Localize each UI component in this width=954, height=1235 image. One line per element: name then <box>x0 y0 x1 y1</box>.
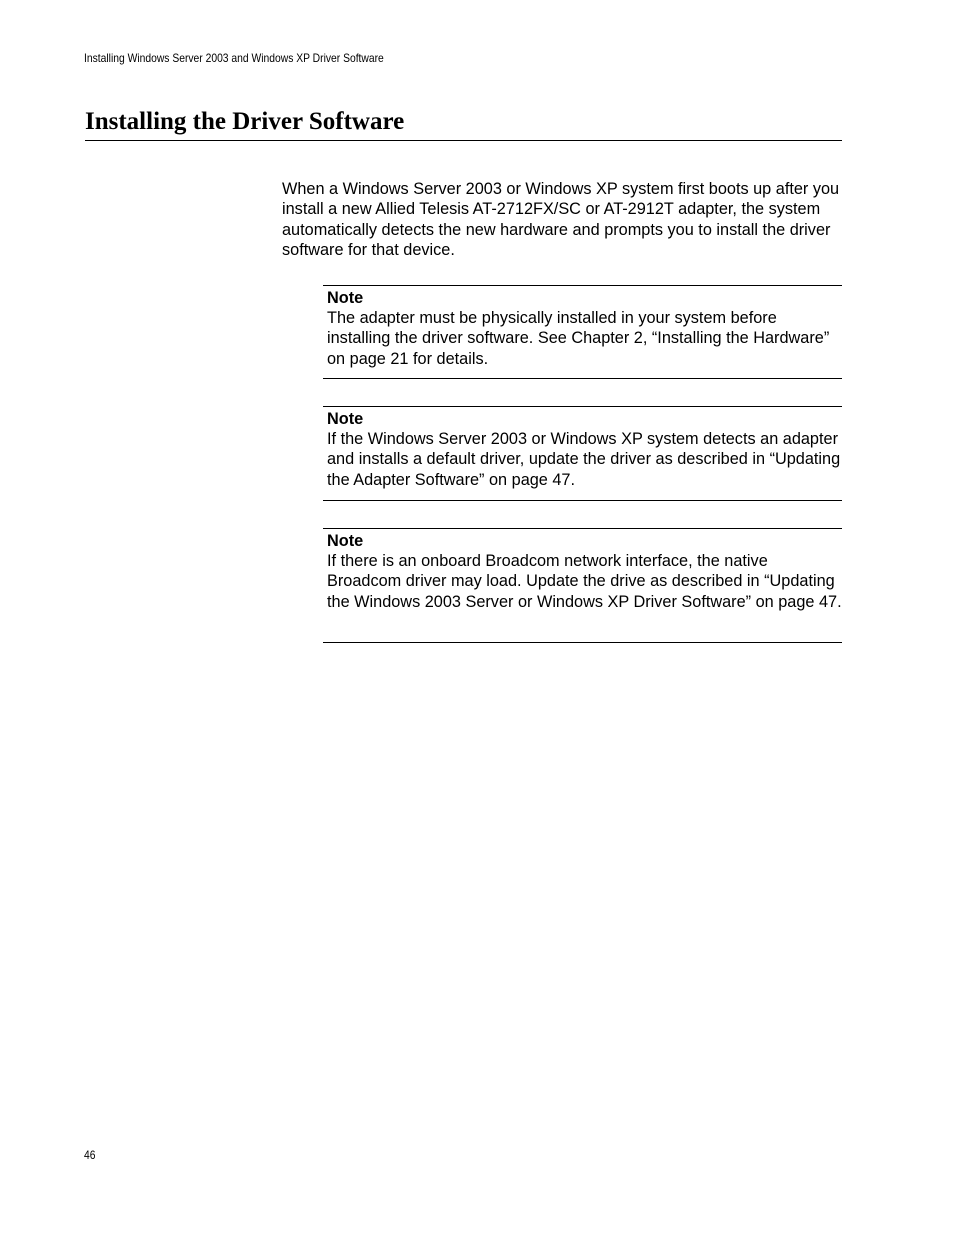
note-text: If there is an onboard Broadcom network interface, the native Broadcom driver may load. Update the drive as described in “Updating the Windows 2003 Server or Windows XP Driver Software” on page 47. <box>327 552 842 611</box>
note-text: The adapter must be physically installed in your system before installing the driver software. See Chapter 2, “Installing the Hardware” on page 21 for details. <box>327 309 830 368</box>
note-label: Note <box>327 532 364 550</box>
section-title: Installing the Driver Software <box>85 108 405 135</box>
note-text: If the Windows Server 2003 or Windows XP system detects an adapter and installs a default driver, update the driver as described in “Updating the Adapter Software” on page 47. <box>327 430 841 489</box>
title-rule <box>85 140 842 141</box>
note-label: Note <box>327 289 364 307</box>
note-box <box>323 406 842 501</box>
running-header: Installing Windows Server 2003 and Windows XP Driver Software <box>84 51 384 65</box>
page-number: 46 <box>84 1148 96 1162</box>
intro-paragraph: When a Windows Server 2003 or Windows XP system first boots up after you install a new Allied Telesis AT-2712FX/SC or AT-2912T adapter, the system automatically detects the new hardware and prompts you to install the driver software for that device. <box>282 180 840 259</box>
note-box <box>323 528 842 643</box>
note-label: Note <box>327 410 364 428</box>
note-box <box>323 285 842 379</box>
